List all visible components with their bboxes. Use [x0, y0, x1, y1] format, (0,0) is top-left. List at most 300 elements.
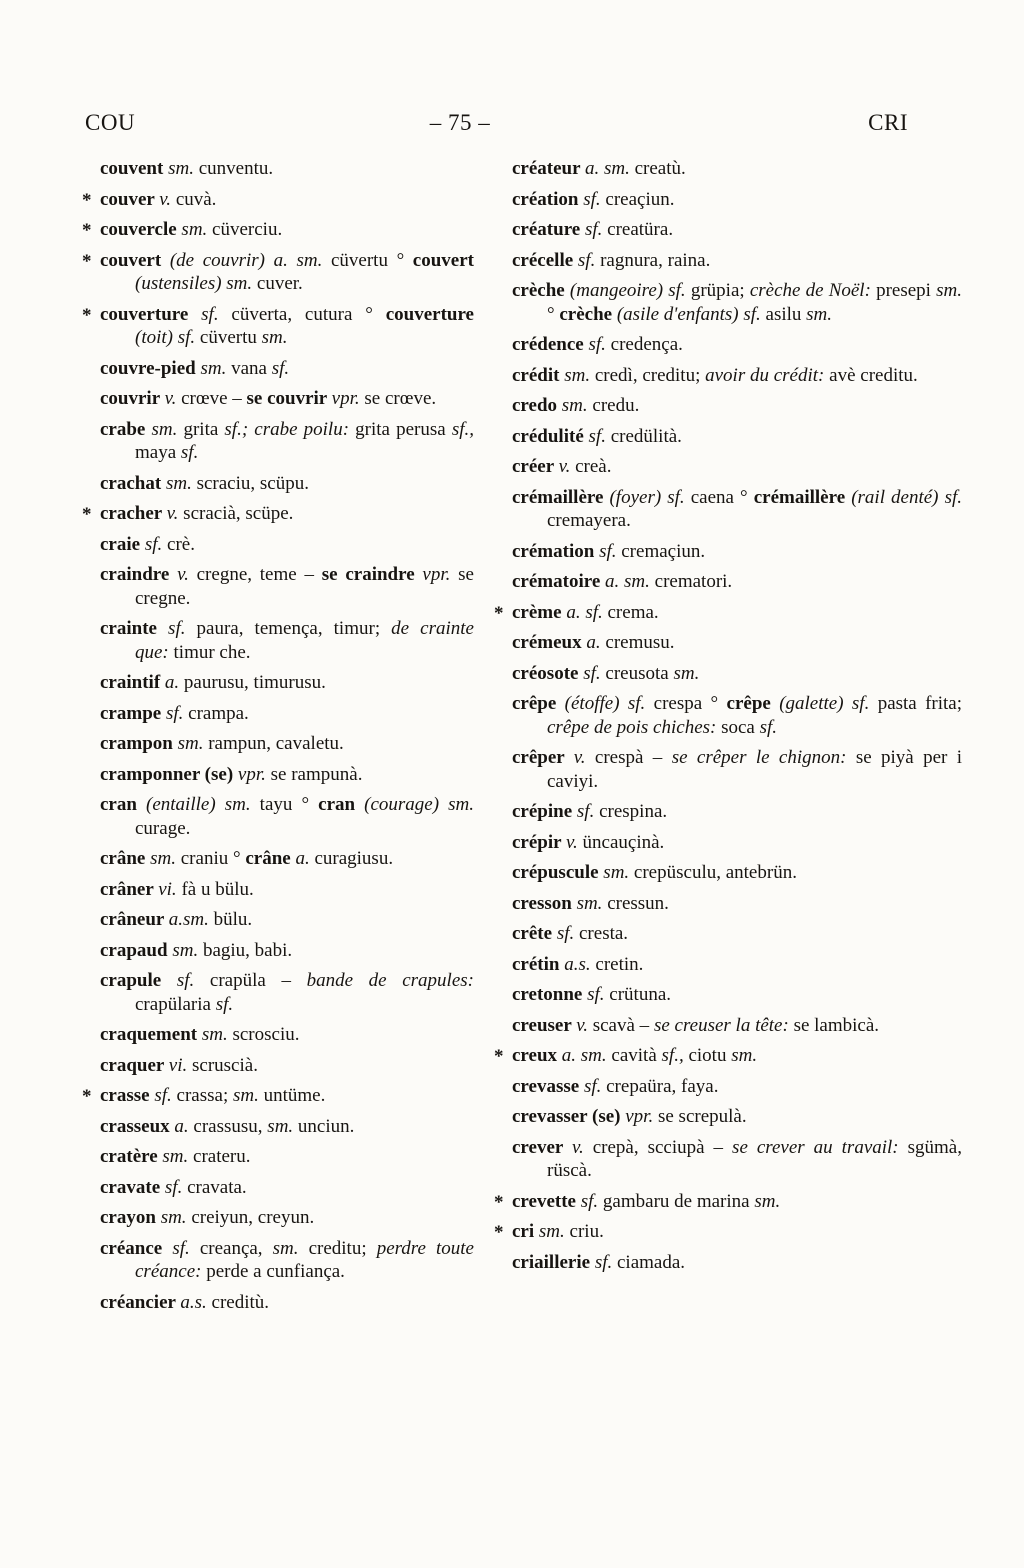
headword: credo [512, 395, 562, 416]
dictionary-entry [80, 1237, 474, 1284]
translation-text: ° [547, 303, 560, 325]
dictionary-entry [80, 878, 474, 902]
dictionary-entry [492, 1220, 962, 1244]
italic-text: sm. [603, 862, 634, 883]
translation-text: sgümà, rüscà. [547, 1136, 962, 1181]
dictionary-entry [492, 601, 962, 625]
translation-text: bülu. [213, 909, 253, 930]
headword: creux [512, 1045, 562, 1066]
dictionary-entry [492, 540, 962, 564]
italic-text: sf. [580, 1190, 603, 1212]
headword: créance [100, 1237, 173, 1259]
dictionary-entry [492, 157, 962, 181]
translation-text: scavà – [592, 1014, 654, 1036]
dictionary-entry [80, 1054, 474, 1078]
translation-text: timur che. [168, 641, 251, 663]
italic-text: sm. [177, 733, 209, 754]
translation-text: creatüra. [607, 219, 674, 240]
italic-text: sf. [556, 923, 579, 944]
dictionary-entry [80, 303, 474, 350]
translation-text: asilu [765, 303, 807, 325]
dictionary-entry [492, 983, 962, 1007]
translation-text: se screpulà. [657, 1106, 747, 1127]
italic-text: (mangeoire) sf. [569, 280, 691, 301]
italic-text: v. [566, 831, 583, 853]
translation-text: cüvertu [199, 327, 262, 348]
headword: créature [512, 219, 585, 240]
translation-text: pasta frita; [877, 693, 963, 714]
translation-text: crampa. [188, 702, 249, 724]
headword: crédence [512, 334, 589, 355]
italic-text: (ustensiles) sm. [135, 273, 257, 294]
translation-text: paurusu, timurusu. [183, 672, 326, 693]
translation-text: scraciu, scüpu. [196, 472, 309, 494]
italic-text: se crêper le chignon: [671, 747, 847, 768]
italic-text: sm. [162, 1146, 194, 1167]
italic-text: sm. [538, 1221, 570, 1242]
dictionary-entry [80, 702, 474, 726]
headword: couvrir [100, 388, 165, 409]
translation-text: caena ° [690, 486, 754, 508]
dictionary-entry [492, 1251, 962, 1275]
translation-text: credença. [610, 334, 683, 355]
italic-text: sf. [172, 1237, 200, 1259]
dictionary-entry [492, 394, 962, 418]
headword: crédulité [512, 425, 589, 447]
headword: crampe [100, 702, 166, 724]
dictionary-entry [492, 892, 962, 916]
italic-text: sm. [200, 357, 232, 379]
italic-text: (entaille) sm. [146, 794, 260, 815]
headword: crevasse [512, 1075, 584, 1097]
headword: crêpe [726, 693, 780, 714]
dictionary-entry [80, 732, 474, 756]
translation-text: curagiusu. [314, 848, 394, 869]
italic-text: se crever au travail: [732, 1136, 899, 1158]
translation-text: grüpia; [690, 280, 750, 301]
asterisk-marker: * [82, 189, 92, 211]
headword: craintif [100, 672, 165, 693]
dictionary-entry [492, 1190, 962, 1214]
headword: creuser [512, 1014, 577, 1036]
italic-text: (galette) sf. [779, 693, 878, 714]
headword: crachat [100, 472, 166, 494]
italic-text: a. [295, 848, 315, 869]
headword: se craindre [321, 564, 423, 585]
translation-text: cravata. [187, 1176, 247, 1198]
dictionary-entry [492, 1014, 962, 1038]
italic-text: v. [558, 456, 576, 477]
column-left [80, 157, 474, 1321]
italic-text: sf. [164, 1176, 188, 1198]
italic-text: sf. [583, 1075, 607, 1097]
translation-text: cretin. [595, 953, 644, 975]
translation-text: bagiu, babi. [202, 939, 293, 961]
headword: cramponner (se) [100, 763, 238, 785]
dictionary-entry [80, 1176, 474, 1200]
running-head [0, 110, 1024, 140]
translation-text: cavità [611, 1045, 662, 1066]
headword: craie [100, 533, 145, 555]
translation-text: creditu; [308, 1237, 377, 1259]
translation-text: crassusu, [193, 1115, 268, 1137]
dictionary-entry [80, 1023, 474, 1047]
dictionary-entry [492, 218, 962, 242]
italic-text: de crainte que: [135, 618, 474, 663]
italic-text: (toit) sf. [135, 327, 200, 348]
translation-text: cuvà. [175, 188, 217, 210]
italic-text: sf. [215, 993, 234, 1015]
asterisk-marker: * [494, 1191, 504, 1213]
italic-text: a. sf. [566, 601, 608, 623]
italic-text: sf. [594, 1251, 617, 1273]
italic-text: sm. [150, 848, 181, 869]
dictionary-entry [492, 333, 962, 357]
dictionary-entry [492, 1044, 962, 1068]
translation-text: cüverta, cutura ° [231, 303, 386, 325]
headword: crémaillère [753, 486, 852, 508]
translation-text: creaçiun. [605, 188, 675, 210]
translation-text: untüme. [263, 1085, 326, 1106]
dictionary-entry [80, 502, 474, 526]
italic-text: sm. [272, 1237, 309, 1259]
headword: crayon [100, 1207, 161, 1228]
headword: craindre [100, 564, 178, 585]
headword: crevette [512, 1190, 581, 1212]
dictionary-entry [492, 279, 962, 326]
headword: créateur [512, 158, 585, 179]
italic-text: crèche de Noël: [749, 280, 871, 301]
translation-text: craniu ° [180, 848, 246, 869]
italic-text: v. [159, 188, 176, 210]
italic-text: a. sm. [561, 1045, 612, 1066]
dictionary-entry [80, 793, 474, 840]
dictionary-entry [492, 746, 962, 793]
translation-text: credülità. [610, 425, 682, 447]
translation-text: cregne, teme – [196, 564, 322, 585]
translation-text: crütuna. [609, 984, 672, 1005]
translation-text: creusota [605, 662, 674, 684]
translation-text: creà. [575, 456, 612, 477]
translation-text: grita perusa [349, 418, 452, 440]
italic-text: sf. [583, 662, 606, 684]
headword: couvert [412, 249, 474, 271]
translation-text: crassa; [176, 1085, 233, 1106]
headword: craquer [100, 1054, 169, 1076]
header-guide-word-right: CRI [868, 110, 908, 135]
italic-text: v. [177, 564, 197, 585]
italic-text: sm. [201, 1024, 233, 1045]
dictionary-entry [80, 418, 474, 465]
italic-text: (rail denté) sf. [851, 486, 962, 508]
headword: crépuscule [512, 862, 604, 883]
italic-text: a.s. [564, 953, 596, 975]
italic-text: bande de crapules: [306, 970, 474, 991]
headword: criaillerie [512, 1251, 595, 1273]
italic-text: sm. [232, 1085, 264, 1106]
italic-text: sm. [267, 1115, 298, 1137]
headword: crampon [100, 733, 178, 754]
translation-text: crateru. [193, 1146, 251, 1167]
italic-text: sf., [661, 1045, 684, 1066]
italic-text: (courage) sm. [364, 794, 475, 815]
italic-text: vpr. [237, 763, 271, 785]
headword: crabe [100, 418, 152, 440]
translation-text: crè. [167, 533, 195, 555]
headword: couvercle [100, 219, 182, 240]
italic-text: sm. [261, 327, 288, 348]
translation-text: credu. [592, 395, 640, 416]
headword: création [512, 188, 584, 210]
headword: crème [512, 601, 567, 623]
italic-text: v. [573, 747, 595, 768]
headword: couvre-pied [100, 357, 201, 379]
headword: couver [100, 188, 160, 210]
italic-text: vi. [158, 878, 182, 900]
dictionary-entry [492, 249, 962, 273]
translation-text: ragnura, raina. [600, 249, 711, 271]
dictionary-entry [80, 188, 474, 212]
italic-text: a. sm. [584, 158, 635, 179]
dictionary-entry [80, 1084, 474, 1108]
dictionary-entry [80, 157, 474, 181]
dictionary-entry [80, 908, 474, 932]
translation-text: paura, temença, timur; [196, 618, 392, 639]
column-right [492, 157, 962, 1281]
dictionary-entry [492, 1136, 962, 1183]
headword: cran [318, 794, 365, 815]
headword: cresson [512, 892, 577, 914]
italic-text: sf. [759, 716, 778, 738]
asterisk-marker: * [82, 250, 92, 272]
translation-text: presepi [870, 280, 937, 301]
headword: cratère [100, 1146, 163, 1167]
italic-text: sm. [168, 158, 199, 179]
dictionary-entry [492, 662, 962, 686]
headword: crèche [512, 280, 570, 301]
italic-text: v. [166, 503, 184, 524]
headword: crépir [512, 831, 566, 853]
headword: crever [512, 1136, 572, 1158]
dictionary-entry [80, 617, 474, 664]
headword: crépine [512, 801, 577, 822]
italic-text: sf.; crabe poilu: [224, 418, 350, 440]
dictionary-entry [80, 1115, 474, 1139]
italic-text: (étoffe) sf. [564, 693, 654, 714]
translation-text: creatù. [634, 158, 686, 179]
dictionary-entry [80, 763, 474, 787]
asterisk-marker: * [494, 602, 504, 624]
translation-text: curage. [135, 817, 191, 839]
translation-text: se lambicà. [788, 1014, 880, 1036]
dictionary-entry [492, 953, 962, 977]
translation-text: cüvertu ° [330, 249, 413, 271]
dictionary-entry [80, 472, 474, 496]
italic-text: sm. [172, 939, 203, 961]
translation-text: perde a cunfiança. [201, 1261, 345, 1282]
headword: créosote [512, 662, 584, 684]
dictionary-entry [492, 922, 962, 946]
translation-text: crapülaria [135, 993, 216, 1015]
translation-text: cresta. [579, 923, 629, 944]
dictionary-entry [80, 357, 474, 381]
translation-text: cremayera. [547, 510, 631, 531]
headword: crapaud [100, 939, 173, 961]
italic-text: sf. [587, 984, 610, 1005]
italic-text: sm. [564, 364, 595, 386]
italic-text: sf. [583, 188, 606, 210]
translation-text: cressun. [607, 892, 669, 914]
italic-text: a. [174, 1115, 194, 1137]
headword: craquement [100, 1024, 202, 1045]
translation-text: crema. [607, 601, 659, 623]
italic-text: sf. [165, 702, 189, 724]
italic-text: vpr. [331, 388, 365, 409]
italic-text: a. sm. [605, 571, 655, 592]
headword: cracher [100, 503, 167, 524]
italic-text: v. [164, 388, 182, 409]
italic-text: sm. [936, 280, 962, 301]
headword: crémation [512, 540, 600, 562]
italic-text: sf. [144, 533, 168, 555]
italic-text: v. [576, 1014, 593, 1036]
headword: crapule [100, 970, 177, 991]
headword: crasse [100, 1085, 155, 1106]
asterisk-marker: * [494, 1222, 504, 1243]
headword: crâne [100, 848, 151, 869]
translation-text: avè creditu. [824, 364, 918, 386]
translation-text: se piyà per i caviyi. [547, 747, 963, 792]
translation-text: cremusu. [605, 632, 675, 653]
italic-text: (foyer) sf. [609, 486, 691, 508]
headword: crêper [512, 747, 574, 768]
translation-text: ciamada. [617, 1251, 686, 1273]
translation-text: üncauçinà. [582, 831, 665, 853]
dictionary-entry [492, 188, 962, 212]
translation-text: scruscià. [192, 1054, 258, 1076]
italic-text: sm. [731, 1045, 758, 1066]
dictionary-entry [80, 1206, 474, 1230]
italic-text: sm. [160, 1207, 192, 1228]
italic-text: sf., [451, 418, 474, 440]
italic-text: sm. [673, 662, 700, 684]
translation-text: cremaçiun. [621, 540, 706, 562]
dictionary-entry [492, 425, 962, 449]
translation-text: crespa ° [653, 693, 727, 714]
italic-text: a. [586, 632, 606, 653]
headword: couverture [385, 303, 474, 325]
italic-text: sf. [201, 303, 232, 325]
italic-text: sf. [154, 1085, 177, 1106]
dictionary-entry [80, 1145, 474, 1169]
translation-text: criu. [569, 1221, 604, 1242]
translation-text: crepaüra, faya. [606, 1075, 719, 1097]
translation-text: soca [716, 716, 760, 738]
translation-text: ciotu [683, 1045, 732, 1066]
dictionary-entry [80, 387, 474, 411]
headword: crétin [512, 953, 565, 975]
asterisk-marker: * [82, 1086, 92, 1107]
italic-text: sf. [599, 540, 622, 562]
translation-text: cüverciu. [212, 219, 283, 240]
translation-text: fà u bülu. [181, 878, 254, 900]
italic-text: sf. [588, 334, 611, 355]
italic-text: sf. [180, 442, 199, 463]
translation-text: cuver. [256, 273, 303, 294]
headword: créer [512, 456, 559, 477]
italic-text: v. [571, 1136, 593, 1158]
headword: crêpe [512, 693, 565, 714]
italic-text: (de couvrir) a. sm. [169, 249, 331, 271]
italic-text: sf. [577, 249, 601, 271]
translation-text: gambaru de marina [602, 1190, 755, 1212]
dictionary-entry [80, 218, 474, 242]
italic-text: (asile d'enfants) sf. [616, 303, 766, 325]
dictionary-entry [492, 1105, 962, 1129]
header-guide-word-left: COU [85, 110, 136, 135]
translation-text: se cregne. [135, 564, 474, 609]
translation-text: crepüsculu, antebrün. [633, 862, 797, 883]
asterisk-marker: * [82, 504, 92, 525]
translation-text: crapüla – [209, 970, 307, 991]
dictionary-entry [492, 570, 962, 594]
dictionary-entry [80, 969, 474, 1016]
asterisk-marker: * [82, 220, 92, 241]
translation-text: scracià, scüpe. [183, 503, 294, 524]
dictionary-entry [492, 455, 962, 479]
italic-text: perdre toute créance: [135, 1237, 474, 1282]
italic-text: sm. [806, 303, 833, 325]
translation-text: crematori. [654, 571, 733, 592]
headword: couverture [100, 303, 202, 325]
translation-text: creditù. [211, 1291, 270, 1313]
headword: cri [512, 1221, 539, 1242]
headword: crainte [100, 618, 169, 639]
translation-text: grita [183, 418, 225, 440]
dictionary-entry [80, 533, 474, 557]
asterisk-marker: * [494, 1046, 504, 1067]
translation-text: vana [231, 357, 272, 379]
headword: couvent [100, 158, 169, 179]
translation-text: tayu ° [259, 794, 319, 815]
dictionary-entry [492, 800, 962, 824]
italic-text: sf. [176, 970, 210, 991]
headword: crémeux [512, 632, 587, 653]
translation-text: scrosciu. [232, 1024, 300, 1045]
headword: créancier [100, 1291, 181, 1313]
italic-text: sm. [165, 472, 197, 494]
italic-text: a.sm. [168, 909, 214, 930]
dictionary-entry [492, 1075, 962, 1099]
headword: cran [100, 794, 147, 815]
translation-text: crespà – [594, 747, 672, 768]
dictionary-entry [80, 939, 474, 963]
headword: crédit [512, 364, 565, 386]
translation-text: creança, [199, 1237, 273, 1259]
page-number: – 75 – [429, 110, 491, 135]
headword: crâner [100, 878, 159, 900]
headword: cretonne [512, 984, 588, 1005]
italic-text: avoir du crédit: [705, 364, 825, 386]
italic-text: a. [164, 672, 184, 693]
italic-text: vpr. [422, 564, 459, 585]
italic-text: sm. [576, 892, 608, 914]
headword: couvert [100, 249, 170, 271]
italic-text: sf. [271, 357, 290, 379]
translation-text: maya [135, 442, 181, 463]
italic-text: sm. [561, 395, 593, 416]
italic-text: sf. [588, 425, 611, 447]
